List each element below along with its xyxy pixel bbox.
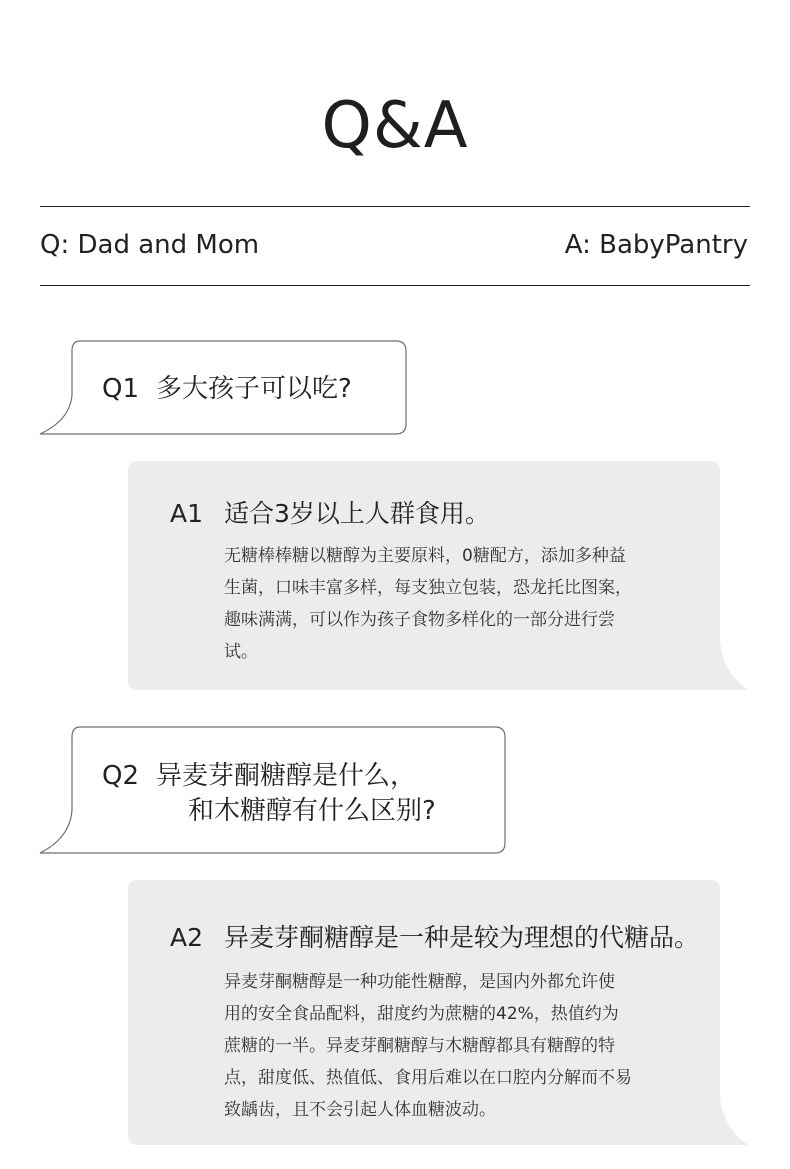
answer-2-headline: 异麦芽酮糖醇是一种是较为理想的代糖品。 — [224, 923, 700, 952]
answer-1-line: 试。 — [224, 642, 258, 662]
answer-2-line: 致龋齿，且不会引起人体血糖波动。 — [224, 1100, 496, 1120]
question-2-text-line1: 异麦芽酮糖醇是什么， — [156, 761, 417, 791]
question-1-text: 多大孩子可以吃? — [156, 374, 352, 404]
answer-1-headline: 适合3岁以上人群食用。 — [224, 499, 490, 528]
answer-1-line: 生菌，口味丰富多样，每支独立包装，恐龙托比图案， — [224, 578, 632, 598]
questioner-label: Q: Dad and Mom — [40, 230, 260, 260]
answerer-label: A: BabyPantry — [564, 230, 748, 260]
question-2-number: Q2 — [102, 761, 140, 791]
page-title: Q&A — [321, 89, 469, 163]
answer-2-line: 用的安全食品配料，甜度约为蔗糖的42%，热值约为 — [224, 1004, 619, 1024]
answer-2-body — [224, 966, 632, 1126]
answer-2-line: 异麦芽酮糖醇是一种功能性糖醇，是国内外都允许使 — [224, 972, 615, 992]
question-2-text-line2: 和木糖醇有什么区别? — [188, 796, 436, 826]
answer-1-line: 趣味满满，可以作为孩子食物多样化的一部分进行尝 — [224, 610, 615, 630]
question-1-number: Q1 — [102, 374, 140, 404]
answer-1-line: 无糖棒棒糖以糖醇为主要原料，0糖配方，添加多种益 — [224, 546, 626, 566]
answer-1-number: A1 — [170, 499, 204, 528]
answer-2-line: 点，甜度低、热值低、食用后难以在口腔内分解而不易 — [224, 1068, 632, 1088]
answer-2-number: A2 — [170, 923, 204, 952]
answer-2-line: 蔗糖的一半。异麦芽酮糖醇与木糖醇都具有糖醇的特 — [224, 1036, 615, 1056]
